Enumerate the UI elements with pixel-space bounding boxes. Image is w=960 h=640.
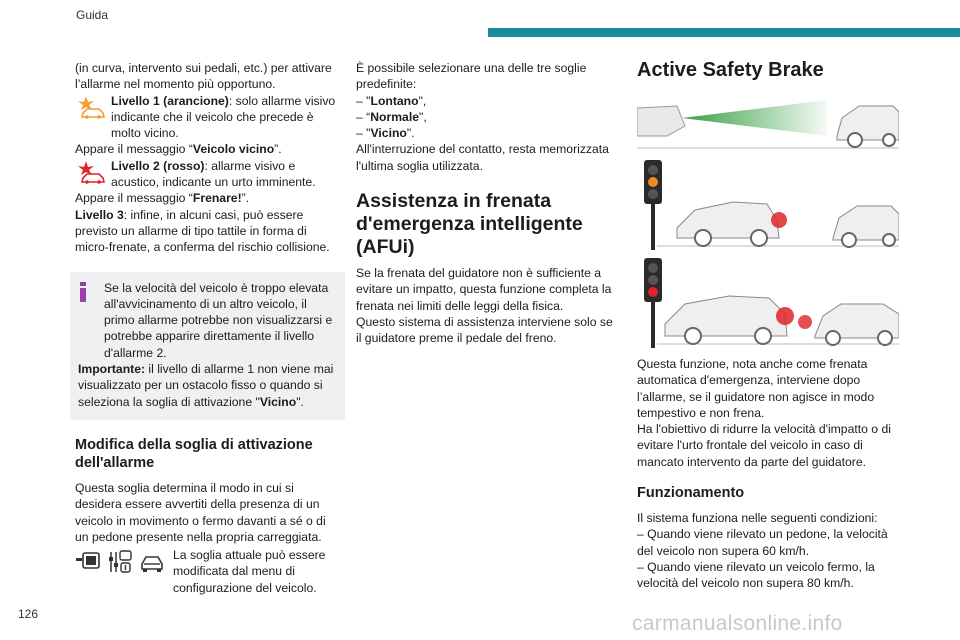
threshold-item-normal: – “Normale", [356, 109, 427, 124]
right-column [637, 58, 899, 592]
left-column [75, 60, 340, 596]
threshold-normal: Normale [370, 109, 420, 124]
functioning-title: Funzionamento [637, 485, 745, 502]
car-front-icon [139, 549, 165, 575]
settings-icons-row [75, 547, 340, 596]
level2-text: : allarme visivo e acustico, indicante un urto imminente. [111, 158, 316, 190]
level1-msg-post: ”. [274, 142, 282, 157]
note-text: Se la velocità del veicolo è troppo elevata all'avvicinamento di un altro veicolo, il primo allarme potrebbe non visualizzarsi e potrebbe apparire direttamente il livello d'allarme 2. [104, 280, 333, 360]
thresholds-after: All'interruzione del contatto, resta memorizzata l'ultima soglia utilizzata. [356, 142, 609, 173]
illustration-car-detection [637, 96, 899, 152]
afu-paragraph-2: Questo sistema di assistenza interviene solo se il guidatore preme il pedale del freno. [356, 314, 613, 346]
header-section: Guida [76, 8, 109, 22]
illustration-braking-stage [637, 256, 899, 348]
header-accent-bar [488, 28, 960, 37]
level2-message [75, 190, 340, 206]
note-important [78, 361, 337, 410]
info-note [70, 272, 345, 420]
note-important-text: il livello di allarme 1 non viene mai visualizzato per un ostacolo fisso o quando si seleziona la soglia di attivazione " [78, 362, 334, 409]
note-important-label: Importante: [78, 362, 146, 377]
page-number: 126 [18, 607, 39, 621]
watermark: carmanualsonline.info [632, 612, 843, 635]
level1-text: : solo allarme visivo indicante che il veicolo che precede è molto vicino. [111, 93, 336, 141]
condition-stopped-vehicle: Quando viene rilevato un veicolo fermo, la velocità del veicolo non supera 80 km/h. [637, 559, 875, 591]
level2-msg-pre: Appare il messaggio “ [75, 191, 193, 206]
display-screen-icon [75, 549, 101, 575]
asb-description-1: Questa funzione, nota anche come frenata automatica d'emergenza, interviene dopo l’allarme, se il guidatore non agisce in modo tempestivo e non frena. [637, 357, 875, 420]
functioning-intro: Il sistema funziona nelle seguenti condizioni: [637, 511, 878, 526]
intro-text: (in curva, intervento sui pedali, etc.) per attivare l’allarme nel momento più opportuno. [75, 61, 332, 92]
condition-item: – Quando viene rilevato un veicolo fermo, la velocità del veicolo non supera 80 km/h. [637, 559, 875, 591]
info-icon [80, 282, 86, 302]
note-important-end: ". [296, 394, 304, 409]
level3-label: Livello 3 [75, 207, 124, 222]
condition-item: – Quando viene rilevato un pedone, la velocità del veicolo non supera 60 km/h. [637, 527, 888, 558]
note-important-bold: Vicino [259, 394, 297, 409]
threshold-item-far: – "Lontano", [356, 93, 427, 108]
level2-label: Livello 2 (rosso) [111, 158, 205, 173]
vehicle-settings-icon [107, 549, 133, 575]
modify-threshold-title: Modifica della soglia di attivazione dell'allarme [75, 436, 313, 471]
illustration-alert-stage [637, 158, 899, 250]
condition-pedestrian: Quando viene rilevato un pedone, la velocità del veicolo non supera 60 km/h. [637, 527, 888, 558]
level1-block [75, 93, 340, 142]
level3-text: : infine, in alcuni casi, può essere previsto un allarme di tipo tattile in forma di micro-frenate, a conferma del rischio collisione. [75, 207, 330, 255]
modify-threshold-text: Questa soglia determina il modo in cui si desidera essere avvertiti della presenza di un veicolo in movimento o fermo davanti a sé o di un pedone presente nella propria carreggiata. [75, 480, 326, 544]
level1-message [75, 141, 340, 157]
afu-paragraph-1: Se la frenata del guidatore non è sufficiente a evitare un impatto, questa funzione completa la frenata nei limiti delle leggi della fisica. [356, 266, 612, 313]
level1-msg-pre: Appare il messaggio “ [75, 142, 193, 157]
asb-description-2: Ha l'obiettivo di ridurre la velocità d'impatto o di evitare l'urto frontale del veicolo in caso di mancato intervento da parte del guidatore. [637, 422, 891, 469]
afu-title: Assistenza in frenata d'emergenza intelligente (AFUi) [356, 190, 583, 259]
level3-paragraph [75, 207, 340, 256]
modify-icons-text: La soglia attuale può essere modificata dal menu di configurazione del veicolo. [173, 548, 326, 595]
collision-warning-orange-icon [77, 95, 107, 121]
threshold-item-near: – "Vicino". [356, 126, 415, 141]
level1-label: Livello 1 (arancione) [111, 93, 229, 108]
level1-msg: Veicolo vicino [192, 142, 275, 157]
middle-column [356, 60, 614, 347]
threshold-far: Lontano [370, 93, 419, 108]
collision-warning-red-icon [77, 160, 107, 186]
level2-msg: Frenare! [192, 191, 242, 206]
level2-block [75, 158, 340, 191]
level2-msg-post: ”. [241, 191, 250, 206]
thresholds-intro: È possibile selezionare una delle tre soglie predefinite: [356, 61, 587, 92]
threshold-near: Vicino [370, 126, 407, 141]
active-safety-brake-title: Active Safety Brake [637, 59, 824, 81]
